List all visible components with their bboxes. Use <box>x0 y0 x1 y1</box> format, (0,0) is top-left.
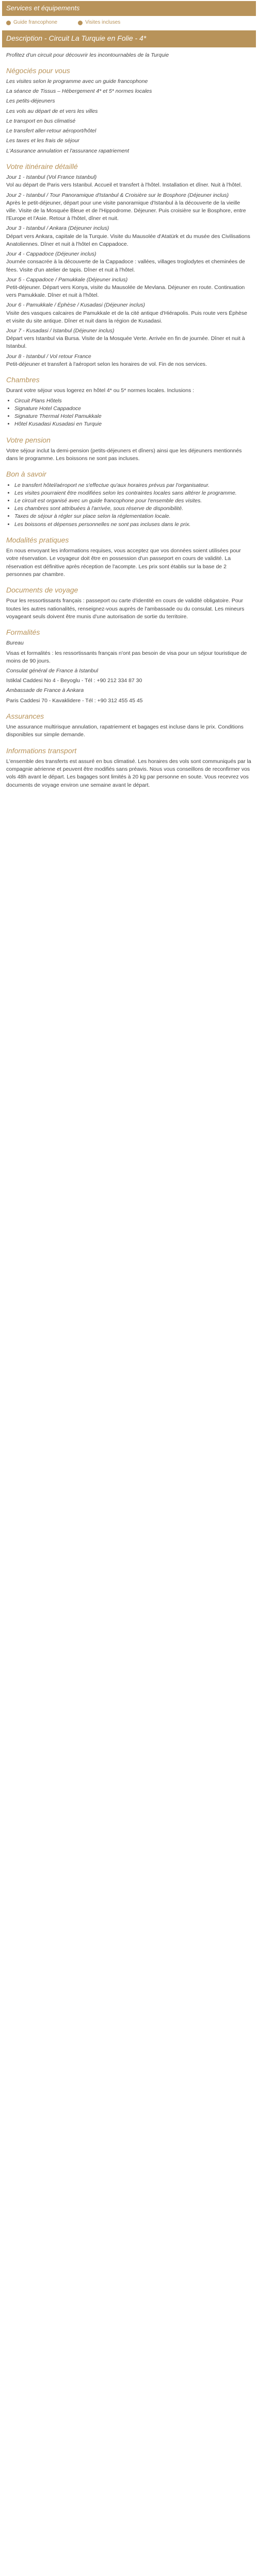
day-title: Jour 8 - Istanbul / Vol retour France <box>6 353 91 360</box>
good-to-know-title: Bon à savoir <box>6 470 46 479</box>
good-item: • Les chambres sont attribuées à l'arrivée, sous réserve de disponibilité. <box>14 505 252 513</box>
day-title: Jour 1 - Istanbul (Vol France Istanbul) <box>6 174 97 181</box>
service-guide <box>6 19 57 27</box>
rooms-list <box>6 397 252 429</box>
room-item: • Circuit Plans Hôtels <box>14 397 252 405</box>
insurance-title: Assurances <box>6 711 44 720</box>
terms-title: Modalités pratiques <box>6 535 69 544</box>
insurance-text: Une assurance multirisque annulation, rapatriement et bagages est incluse dans le prix. Conditions disponibles sur simple demande. <box>6 724 244 738</box>
services-row <box>2 16 256 31</box>
good-item: • Taxes de séjour à régler sur place selon la réglementation locale. <box>14 513 252 520</box>
room-item: • Signature Hotel Cappadoce <box>14 405 252 413</box>
check-icon <box>78 21 83 25</box>
included-line: Le transport en bus climatisé <box>6 117 76 124</box>
contact-text: Istiklal Caddesi No 4 - Beyoglu - Tél : +90 212 334 87 30 <box>6 677 142 684</box>
room-item: • Hôtel Kusadasi Kusadasi en Turquie <box>14 420 252 428</box>
day-text: Visite des vasques calcaires de Pamukkale et de la cité antique d'Hiérapolis. Puis route vers Éphèse et visite du site antique. Dîner et nuit dans la région de Kusadasi. <box>6 310 247 324</box>
service-visits <box>78 19 120 27</box>
formalities-text: Visas et formalités : les ressortissants français n'ont pas besoin de visa pour un séjour touristique de moins de 90 jours. <box>6 650 247 664</box>
page <box>0 0 258 796</box>
included-line: Le transfert aller-retour aéroport/hôtel <box>6 128 96 134</box>
day-text: Petit-déjeuner. Départ vers Konya, visite du Mausolée de Mevlana. Déjeuner en route. Continuation vers Pamukkale. Dîner et nuit à l'hôtel. <box>6 284 245 299</box>
included-line: L'Assurance annulation et l'assurance rapatriement <box>6 147 130 154</box>
included-line: Les taxes et les frais de séjour <box>6 138 79 144</box>
good-item: • Le transfert hôtel/aéroport ne s'effectue qu'aux horaires prévus par l'organisateur. <box>14 482 252 489</box>
transport-info-text: L'ensemble des transferts est assuré en bus climatisé. Les horaires des vols sont communiqués par la compagnie aérienne et peuvent être modifiés sans préavis. Nous vous conseillons de reconfirmer vos vols 48h avant le départ. Les bagages sont limités à 20 kg par personne en soute. Vous recevrez vos documents de voyage environ une semaine avant le départ. <box>6 758 251 788</box>
good-item: • Les visites pourraient être modifiées selon les contraintes locales sans altérer le programme. <box>14 489 252 497</box>
day-title: Jour 6 - Pamukkale / Éphèse / Kusadasi (Déjeuner inclus) <box>6 302 146 309</box>
section-title: Négociés pour vous <box>6 66 70 75</box>
good-item: • Les boissons et dépenses personnelles ne sont pas incluses dans le prix. <box>14 521 252 529</box>
included-line: La séance de Tissus – Hébergement 4* et 5* normes locales <box>6 88 152 95</box>
pension-text: Votre séjour inclut la demi-pension (petits-déjeuners et dîners) ainsi que les déjeuners mentionnés dans le programme. Les boissons ne sont pas incluses. <box>6 447 242 462</box>
security-title: Documents de voyage <box>6 586 78 595</box>
included-line: Les vols au départ de et vers les villes <box>6 108 98 114</box>
day-title: Jour 7 - Kusadasi / Istanbul (Déjeuner inclus) <box>6 328 115 334</box>
included-line: Les petits-déjeuners <box>6 98 55 105</box>
pension-title: Votre pension <box>6 435 51 444</box>
day-title: Jour 5 - Cappadoce / Pamukkale (Déjeuner inclus) <box>6 276 128 283</box>
day-title: Jour 2 - Istanbul / Tour Panoramique d'Istanbul & Croisière sur le Bosphore (Déjeuner inclus) <box>6 192 229 198</box>
rooms-title: Chambres <box>6 376 40 384</box>
included-list <box>6 78 252 155</box>
formalities-title: Formalités <box>6 628 40 636</box>
guide-icon <box>6 21 11 25</box>
day-text: Départ vers Istanbul via Bursa. Visite de la Mosquée Verte. Arrivée en fin de journée. Dîner et nuit à Istanbul. <box>6 335 245 350</box>
itinerary-title: Votre itinéraire détaillé <box>6 162 78 171</box>
day-title: Jour 3 - Istanbul / Ankara (Déjeuner inclus) <box>6 225 109 232</box>
contact-text: Paris Caddesi 70 - Kavaklidere - Tél : +90 312 455 45 45 <box>6 697 143 704</box>
description-title: Description - Circuit La Turquie en Folie - 4* <box>2 30 256 47</box>
intro-text: Profitez d'un circuit pour découvrir les incontournables de la Turquie <box>6 52 169 58</box>
contact-title: Ambassade de France à Ankara <box>6 687 84 694</box>
day-text: Petit-déjeuner et transfert à l'aéroport selon les horaires de vol. Fin de nos services. <box>6 361 207 367</box>
service-label: Visites incluses <box>85 19 121 25</box>
room-item: • Signature Thermal Hotel Pamukkale <box>14 413 252 420</box>
service-label: Guide francophone <box>13 19 58 25</box>
day-text: Départ vers Ankara, capitale de la Turquie. Visite du Mausolée d'Atatürk et du musée des Civilisations Anatoliennes. Dîner et nuit à l'hôtel en Cappadoce. <box>6 233 250 247</box>
day-text: Journée consacrée à la découverte de la Cappadoce : vallées, villages troglodytes et cheminées de fées. Visite d'un atelier de tapis. Dîner et nuit à l'hôtel. <box>6 259 245 273</box>
rooms-text: Durant votre séjour vous logerez en hôtel 4* ou 5* normes locales. Inclusions : <box>6 387 195 394</box>
day-text: Après le petit-déjeuner, départ pour une visite panoramique d'Istanbul à la découverte de la vieille ville. Visite de la Mosquée Bleue et de l'Hippodrome. Déjeuner. Puis croisière sur le Bosphore, entre l'Europe et l'Asie. Retour à l'hôtel, dîner et nuit. <box>6 199 246 222</box>
day-text: Vol au départ de Paris vers Istanbul. Accueil et transfert à l'hôtel. Installation et dîner. Nuit à l'hôtel. <box>6 182 242 189</box>
contact-title: Consulat général de France à Istanbul <box>6 667 99 674</box>
security-text: Pour les ressortissants français : passeport ou carte d'identité en cours de validité obligatoire. Pour toutes les autres nationalités, renseignez-vous auprès de l'ambassade ou du consulat. Les mineurs voyageant seuls doivent être munis d'une autorisation de sortie du territoire. <box>6 598 245 620</box>
day-title: Jour 4 - Cappadoce (Déjeuner inclus) <box>6 251 96 258</box>
good-to-know-list <box>6 482 252 529</box>
good-item: • Le circuit est organisé avec un guide francophone pour l'ensemble des visites. <box>14 497 252 505</box>
itinerary <box>6 174 252 368</box>
formalities-label: Bureau <box>6 640 24 647</box>
services-header: Services et équipements <box>2 1 256 16</box>
included-line: Les visites selon le programme avec un guide francophone <box>6 78 148 85</box>
terms-text: En nous envoyant les informations requises, vous acceptez que vos données soient utilisées pour votre réservation. Le voyageur doit être en possession d'un passeport en cours de validité. La réservation est définitive après réception de l'acompte. Les prix sont établis sur la base de 2 personnes par chambre. <box>6 548 241 578</box>
transport-info-title: Informations transport <box>6 746 77 755</box>
content <box>2 47 256 796</box>
